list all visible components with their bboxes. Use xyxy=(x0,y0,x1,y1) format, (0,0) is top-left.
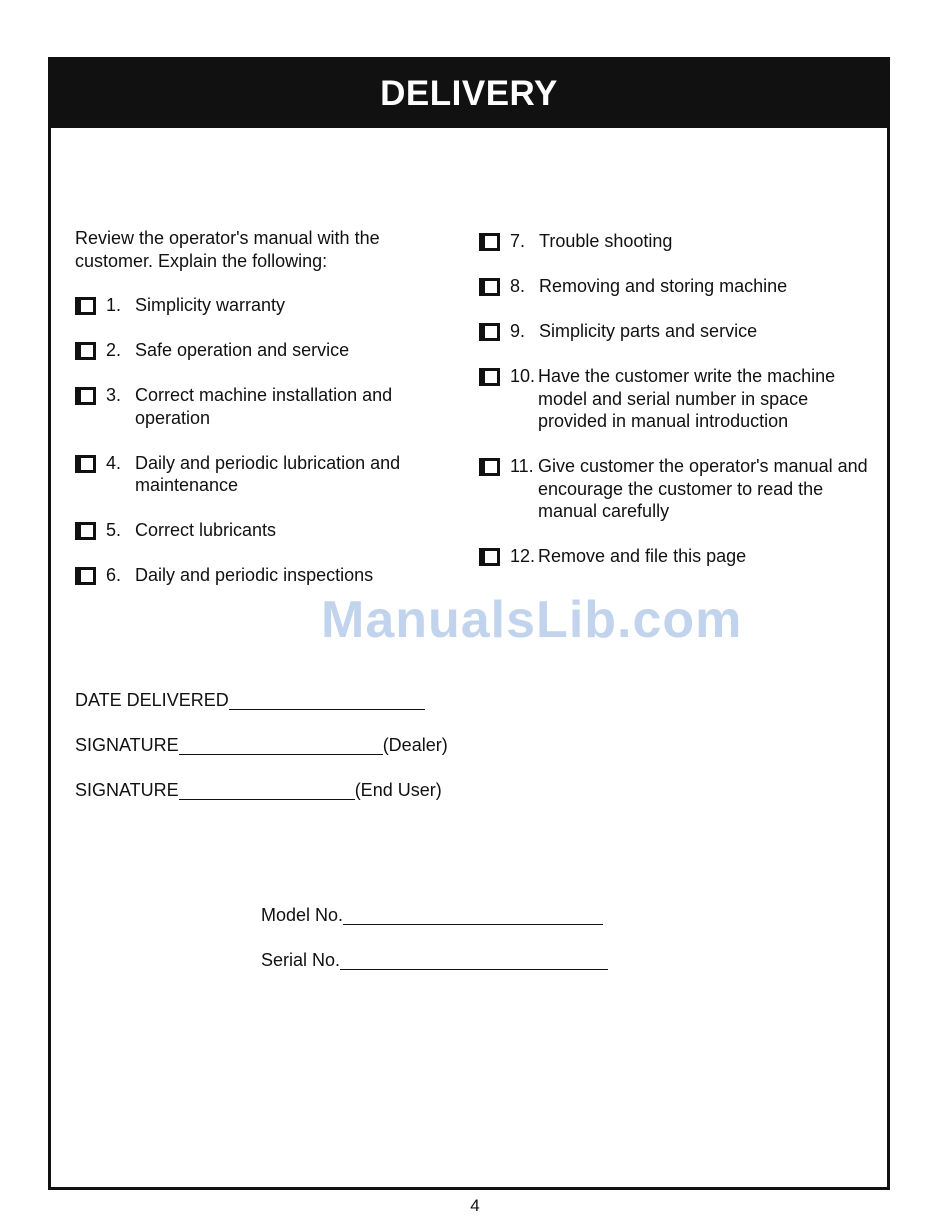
item-number: 10. xyxy=(510,366,536,386)
checkbox-icon[interactable] xyxy=(75,567,96,585)
checklist-item xyxy=(75,384,435,429)
checklist-item xyxy=(75,294,435,317)
end-user-signature-label: SIGNATURE xyxy=(75,780,179,800)
item-text: Give customer the operator's manual and encourage the customer to read the manual carefully xyxy=(538,456,868,521)
model-no-label: Model No. xyxy=(261,905,344,925)
checkbox-icon[interactable] xyxy=(479,548,500,566)
dealer-signature-field[interactable] xyxy=(75,735,448,780)
item-number: 2. xyxy=(106,340,122,360)
item-number: 8. xyxy=(510,276,526,296)
checkbox-icon[interactable] xyxy=(479,368,500,386)
watermark: ManualsLib.com xyxy=(321,591,743,649)
page-frame xyxy=(48,57,890,1190)
checklist-item xyxy=(479,320,879,343)
item-number: 6. xyxy=(106,565,122,585)
dealer-signature-label: SIGNATURE xyxy=(75,735,179,755)
item-number: 7. xyxy=(510,231,526,251)
checkbox-icon[interactable] xyxy=(75,297,96,315)
left-column xyxy=(75,227,435,609)
dealer-signature-line[interactable] xyxy=(179,735,383,755)
intro-text: Review the operator's manual with the customer. Explain the following: xyxy=(75,228,380,271)
item-number: 4. xyxy=(106,452,122,473)
checklist-item xyxy=(75,519,435,542)
item-text: Simplicity warranty xyxy=(135,295,286,315)
model-serial-fields xyxy=(261,905,608,995)
item-text: Daily and periodic lubrication and maintenance xyxy=(135,452,401,495)
item-text: Have the customer write the machine model and serial number in space provided in manual introduction xyxy=(538,366,836,431)
date-delivered-field[interactable] xyxy=(75,690,448,735)
checkbox-icon[interactable] xyxy=(75,387,96,405)
checklist-item xyxy=(479,455,879,523)
end-user-suffix: (End User) xyxy=(354,780,442,800)
checklist-item xyxy=(479,230,879,253)
signature-fields xyxy=(75,690,448,825)
item-text: Daily and periodic inspections xyxy=(135,565,374,585)
date-delivered-line[interactable] xyxy=(229,690,425,710)
item-text: Trouble shooting xyxy=(539,231,673,251)
item-number: 12. xyxy=(510,546,536,566)
serial-no-line[interactable] xyxy=(340,950,608,970)
end-user-signature-field[interactable] xyxy=(75,780,448,825)
item-text: Simplicity parts and service xyxy=(539,321,758,341)
header-bar xyxy=(51,60,887,128)
date-delivered-label: DATE DELIVERED xyxy=(75,690,229,710)
dealer-suffix: (Dealer) xyxy=(382,735,448,755)
checklist-item xyxy=(75,339,435,362)
item-number: 5. xyxy=(106,520,122,540)
page-title: DELIVERY xyxy=(380,74,558,113)
checkbox-icon[interactable] xyxy=(75,342,96,360)
end-user-signature-line[interactable] xyxy=(179,780,355,800)
serial-no-label: Serial No. xyxy=(261,950,341,970)
item-text: Removing and storing machine xyxy=(539,276,788,296)
item-text: Safe operation and service xyxy=(135,340,350,360)
checkbox-icon[interactable] xyxy=(479,458,500,476)
item-number: 11. xyxy=(510,456,534,476)
model-no-line[interactable] xyxy=(343,905,603,925)
checkbox-icon[interactable] xyxy=(75,455,96,473)
checklist-item xyxy=(479,365,879,433)
checklist-item xyxy=(75,452,435,497)
checkbox-icon[interactable] xyxy=(479,323,500,341)
item-text: Correct machine installation and operation xyxy=(135,385,393,428)
item-text: Remove and file this page xyxy=(538,546,747,566)
item-number: 1. xyxy=(106,295,122,315)
serial-no-field[interactable] xyxy=(261,950,608,995)
item-number: 9. xyxy=(510,321,526,341)
checkbox-icon[interactable] xyxy=(75,522,96,540)
page-number: 4 xyxy=(470,1196,480,1215)
checkbox-icon[interactable] xyxy=(479,233,500,251)
checklist-item xyxy=(479,275,879,298)
checkbox-icon[interactable] xyxy=(479,278,500,296)
checklist-item xyxy=(75,564,435,587)
item-text: Correct lubricants xyxy=(135,520,277,540)
checklist-item xyxy=(479,545,879,568)
item-number: 3. xyxy=(106,385,122,405)
model-no-field[interactable] xyxy=(261,905,608,950)
right-column xyxy=(479,230,879,590)
